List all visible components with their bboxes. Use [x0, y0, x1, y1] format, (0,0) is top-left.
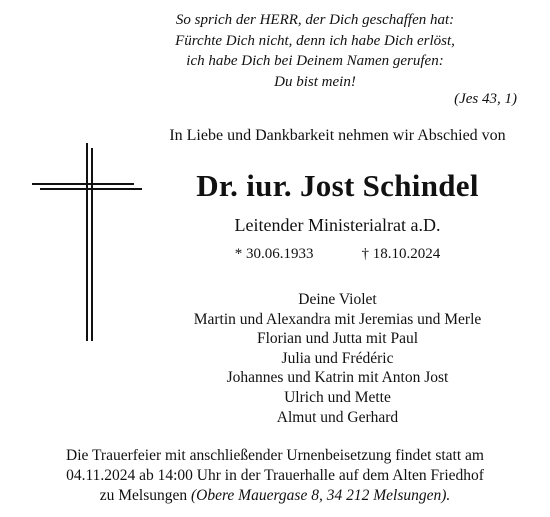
mourner-line: Deine Violet	[298, 291, 377, 308]
mourner-line: Julia und Frédéric	[281, 349, 394, 367]
life-dates	[140, 246, 535, 263]
verse-line: Fürchte Dich nicht, denn ich habe Dich erlöst,	[175, 32, 455, 49]
funeral-info	[20, 446, 530, 505]
funeral-line	[20, 486, 530, 506]
bible-verse	[150, 10, 480, 92]
cross-horizontal-bar-shadow	[40, 188, 142, 190]
verse-line: Du bist mein!	[274, 73, 356, 90]
funeral-line: Die Trauerfeier mit anschließender Urnenbeisetzung findet statt am	[66, 447, 484, 464]
deceased-name: Dr. iur. Jost Schindel	[196, 168, 479, 203]
intro-text: In Liebe und Dankbarkeit nehmen wir Abschied von	[169, 127, 506, 144]
cross-horizontal-bar	[32, 183, 134, 185]
verse-line: ich habe Dich bei Deinem Namen gerufen:	[186, 53, 444, 69]
mourner-line: Almut und Gerhard	[276, 408, 399, 426]
funeral-address: (Obere Mauergase 8, 34 212 Melsungen).	[190, 486, 451, 504]
mourners-list	[140, 290, 535, 427]
verse-line: So sprich der HERR, der Dich geschaffen hat:	[175, 12, 455, 28]
mourner-line: Martin und Alexandra mit Jeremias und Merle	[193, 310, 482, 328]
cross-vertical-bar	[86, 143, 88, 341]
mourner-line: Johannes und Katrin mit Anton Jost	[226, 369, 449, 387]
funeral-location: zu Melsungen	[99, 486, 191, 504]
death-date: † 18.10.2024	[361, 246, 441, 262]
birth-date: * 30.06.1933	[234, 246, 314, 262]
funeral-line: 04.11.2024 ab 14:00 Uhr in der Trauerhalle auf dem Alten Friedhof	[66, 466, 484, 484]
verse-reference: (Jes 43, 1)	[454, 91, 517, 107]
cross-vertical-bar-shadow	[91, 148, 93, 341]
mourner-line: Florian und Jutta mit Paul	[256, 330, 419, 348]
deceased-title: Leitender Ministerialrat a.D.	[234, 215, 441, 235]
mourner-line: Ulrich und Mette	[284, 388, 391, 406]
